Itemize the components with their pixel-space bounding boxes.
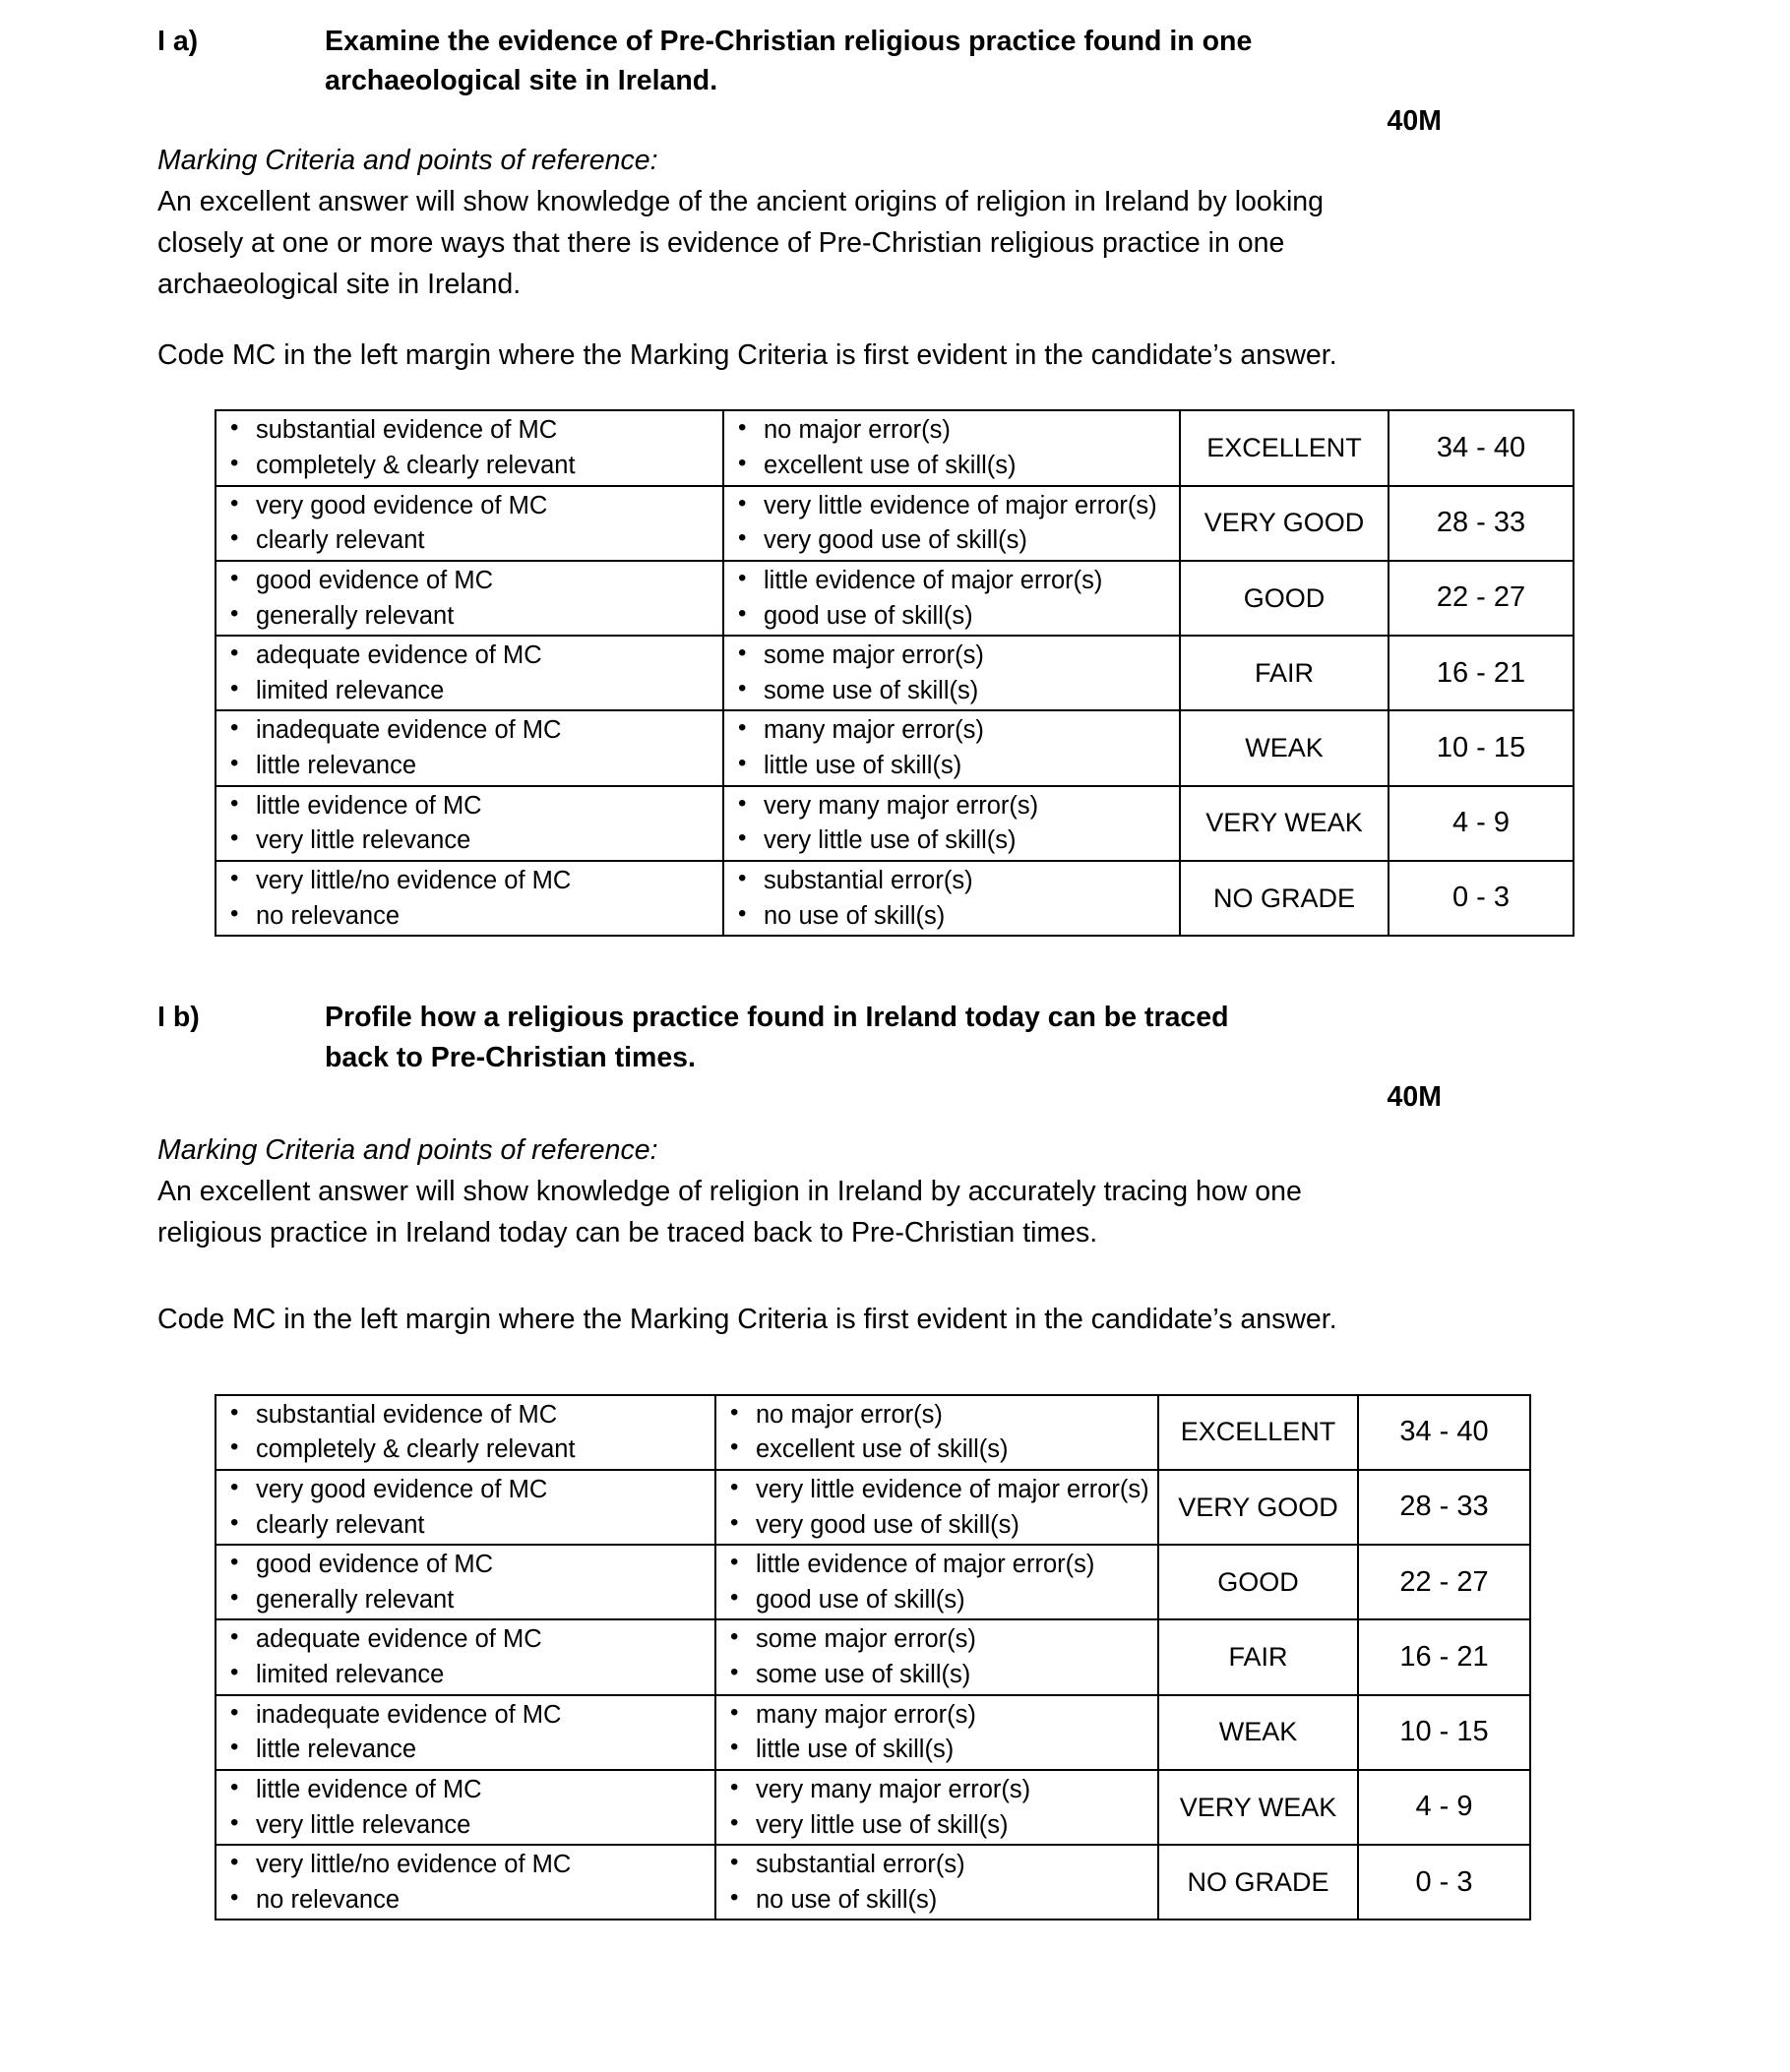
list-item: • inadequate evidence of MC [216,714,722,747]
list-item: • good use of skill(s) [716,1584,1157,1616]
code-instruction-b: Code MC in the left margin where the Marking Criteria is first evident in the candidate’s answer. [157,1303,1337,1335]
list-item: • very many major error(s) [716,1774,1157,1806]
list-item: • very little/no evidence of MC [216,865,722,897]
grade-cell: VERY WEAK [1158,1770,1358,1845]
table-row [216,1395,1530,1470]
list-item: • completely & clearly relevant [216,450,722,482]
list-item: • some major error(s) [716,1623,1157,1656]
table-row [216,486,1574,561]
question-label-a: I a) [157,26,199,57]
question-marks-b: 40M [1387,1081,1442,1114]
question-heading-a [0,22,1790,137]
grade-cell: WEAK [1158,1695,1358,1770]
list-item: • generally relevant [216,600,722,633]
table-row [216,561,1574,636]
list-item: • good evidence of MC [216,1549,714,1581]
criteria-body-b: An excellent answer will show knowledge of religion in Ireland by accurately tracing how one religious practice in Ireland today can be traced back to Pre-Christian times. [157,1175,1302,1249]
list-item: • some major error(s) [724,640,1179,672]
criteria-left-cell [216,1695,715,1770]
list-item: • little evidence of MC [216,1774,714,1806]
list-item: • clearly relevant [216,524,722,557]
list-item: • very little evidence of major error(s) [724,490,1179,522]
marks-cell: 10 - 15 [1389,710,1574,785]
list-item: • very good evidence of MC [216,490,722,522]
criteria-right-cell [723,636,1180,710]
criteria-left-cell [216,786,723,861]
list-item: • many major error(s) [724,714,1179,747]
criteria-heading-a: Marking Criteria and points of reference: [157,144,658,176]
list-item: • very many major error(s) [724,790,1179,823]
question-heading-b [0,998,1790,1114]
criteria-table-body-b [216,1395,1530,1920]
table-row [216,1845,1530,1920]
criteria-right-cell [723,710,1180,785]
list-item: • limited relevance [216,675,722,707]
list-item: • completely & clearly relevant [216,1433,714,1466]
list-item: • inadequate evidence of MC [216,1699,714,1732]
marks-cell: 28 - 33 [1389,486,1574,561]
criteria-left-cell [216,710,723,785]
list-item: • no use of skill(s) [716,1884,1157,1917]
grade-cell: GOOD [1180,561,1389,636]
list-item: • adequate evidence of MC [216,1623,714,1656]
list-item: • very good evidence of MC [216,1474,714,1506]
list-item: • little evidence of major error(s) [724,565,1179,597]
list-item: • little relevance [216,1734,714,1766]
criteria-right-cell [715,1470,1158,1545]
marks-cell: 0 - 3 [1389,861,1574,936]
list-item: • excellent use of skill(s) [716,1433,1157,1466]
criteria-body-a: An excellent answer will show knowledge of the ancient origins of religion in Ireland by looking closely at one or more ways that there is evidence of Pre-Christian religious practice in one archaeological site in Ireland. [157,185,1325,300]
list-item: • very little use of skill(s) [716,1809,1157,1842]
list-item: • substantial error(s) [724,865,1179,897]
criteria-left-cell [216,1845,715,1920]
list-item: • good use of skill(s) [724,600,1179,633]
list-item: • very little relevance [216,824,722,857]
table-row [216,1695,1530,1770]
list-item: • substantial evidence of MC [216,1399,714,1432]
marking-criteria-table-a [215,409,1574,937]
criteria-right-cell [723,861,1180,936]
list-item: • some use of skill(s) [724,675,1179,707]
criteria-left-cell [216,561,723,636]
criteria-left-cell [216,1395,715,1470]
criteria-left-cell [216,410,723,485]
table-row [216,1545,1530,1619]
list-item: • very little evidence of major error(s) [716,1474,1157,1506]
criteria-left-cell [216,1470,715,1545]
grade-cell: FAIR [1158,1619,1358,1694]
table-row [216,1619,1530,1694]
table-row [216,410,1574,485]
grade-cell: EXCELLENT [1180,410,1389,485]
criteria-left-cell [216,861,723,936]
question-label-b: I b) [157,1002,200,1034]
list-item: • very little use of skill(s) [724,824,1179,857]
table-row [216,786,1574,861]
list-item: • little use of skill(s) [716,1734,1157,1766]
grade-cell: VERY GOOD [1158,1470,1358,1545]
list-item: • substantial evidence of MC [216,414,722,447]
table-row [216,861,1574,936]
criteria-right-cell [715,1619,1158,1694]
criteria-left-cell [216,1619,715,1694]
criteria-left-cell [216,486,723,561]
list-item: • limited relevance [216,1659,714,1691]
list-item: • no relevance [216,1884,714,1917]
grade-cell: VERY WEAK [1180,786,1389,861]
criteria-right-cell [723,561,1180,636]
marks-cell: 34 - 40 [1389,410,1574,485]
criteria-left-cell [216,1770,715,1845]
list-item: • excellent use of skill(s) [724,450,1179,482]
criteria-heading-b: Marking Criteria and points of reference: [157,1134,658,1167]
list-item: • very good use of skill(s) [716,1509,1157,1542]
criteria-right-cell [715,1845,1158,1920]
marks-cell: 22 - 27 [1389,561,1574,636]
grade-cell: EXCELLENT [1158,1395,1358,1470]
criteria-left-cell [216,636,723,710]
grade-cell: GOOD [1158,1545,1358,1619]
question-prompt-b-line1: Profile how a religious practice found in Ireland today can be traced [325,1002,1229,1034]
list-item: • clearly relevant [216,1509,714,1542]
list-item: • little relevance [216,750,722,782]
list-item: • little evidence of MC [216,790,722,823]
criteria-right-cell [715,1395,1158,1470]
question-prompt-b-line2: back to Pre-Christian times. [325,1041,696,1073]
list-item: • substantial error(s) [716,1849,1157,1881]
marks-cell: 4 - 9 [1358,1770,1530,1845]
marks-cell: 0 - 3 [1358,1845,1530,1920]
table-row [216,710,1574,785]
marking-criteria-table-b [215,1394,1531,1921]
marks-cell: 16 - 21 [1358,1619,1530,1694]
grade-cell: WEAK [1180,710,1389,785]
table-row [216,1470,1530,1545]
table-row [216,636,1574,710]
list-item: • very little relevance [216,1809,714,1842]
criteria-right-cell [723,486,1180,561]
code-instruction-a: Code MC in the left margin where the Marking Criteria is first evident in the candidate’s answer. [157,338,1337,371]
list-item: • some use of skill(s) [716,1659,1157,1691]
list-item: • no major error(s) [724,414,1179,447]
list-item: • many major error(s) [716,1699,1157,1732]
list-item: • good evidence of MC [216,565,722,597]
grade-cell: NO GRADE [1158,1845,1358,1920]
list-item: • very good use of skill(s) [724,524,1179,557]
list-item: • adequate evidence of MC [216,640,722,672]
grade-cell: FAIR [1180,636,1389,710]
criteria-right-cell [723,786,1180,861]
list-item: • no major error(s) [716,1399,1157,1432]
table-row [216,1770,1530,1845]
list-item: • no relevance [216,900,722,933]
list-item: • no use of skill(s) [724,900,1179,933]
grade-cell: NO GRADE [1180,861,1389,936]
list-item: • little use of skill(s) [724,750,1179,782]
criteria-right-cell [715,1695,1158,1770]
grade-cell: VERY GOOD [1180,486,1389,561]
criteria-left-cell [216,1545,715,1619]
list-item: • very little/no evidence of MC [216,1849,714,1881]
marks-cell: 16 - 21 [1389,636,1574,710]
list-item: • little evidence of major error(s) [716,1549,1157,1581]
criteria-right-cell [715,1770,1158,1845]
marks-cell: 10 - 15 [1358,1695,1530,1770]
criteria-table-body-a [216,410,1574,936]
marks-cell: 34 - 40 [1358,1395,1530,1470]
question-marks-a: 40M [1387,104,1442,137]
list-item: • generally relevant [216,1584,714,1616]
marks-cell: 4 - 9 [1389,786,1574,861]
marks-cell: 22 - 27 [1358,1545,1530,1619]
marks-cell: 28 - 33 [1358,1470,1530,1545]
criteria-right-cell [723,410,1180,485]
question-prompt-a-line2: archaeological site in Ireland. [325,65,718,97]
criteria-right-cell [715,1545,1158,1619]
question-prompt-a-line1: Examine the evidence of Pre-Christian religious practice found in one [325,26,1253,57]
